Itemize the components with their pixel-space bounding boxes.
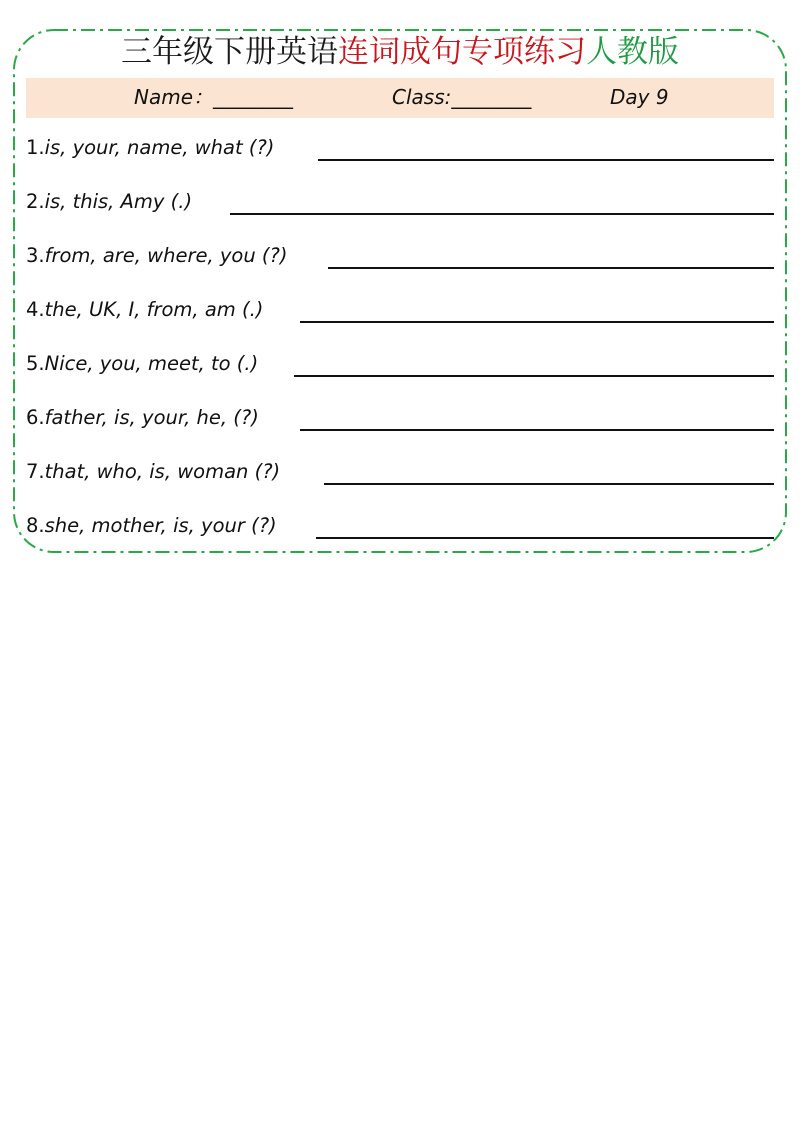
title-topic: 连词成句专项练习 bbox=[338, 34, 586, 70]
answer-line[interactable] bbox=[300, 321, 774, 323]
answer-line[interactable] bbox=[300, 429, 774, 431]
question-words: Nice, you, meet, to (.) bbox=[44, 352, 259, 375]
question-number: 4. bbox=[26, 298, 45, 321]
title-edition: 人教版 bbox=[586, 34, 679, 70]
question-text bbox=[26, 242, 287, 270]
answer-line[interactable] bbox=[324, 483, 774, 485]
question-row bbox=[12, 404, 788, 444]
question-text bbox=[26, 188, 192, 216]
question-words: the, UK, I, from, am (.) bbox=[44, 298, 264, 321]
question-number: 8. bbox=[26, 514, 45, 537]
question-number: 7. bbox=[26, 460, 45, 483]
question-words: father, is, your, he, (?) bbox=[44, 406, 259, 429]
answer-line[interactable] bbox=[316, 537, 774, 539]
class-field-label: Class:________ bbox=[392, 85, 532, 109]
question-row bbox=[12, 350, 788, 390]
worksheet bbox=[12, 28, 788, 554]
question-number: 3. bbox=[26, 244, 45, 267]
question-row bbox=[12, 134, 788, 174]
question-row bbox=[12, 458, 788, 498]
question-text bbox=[26, 458, 280, 486]
question-words: that, who, is, woman (?) bbox=[44, 460, 281, 483]
question-number: 1. bbox=[26, 136, 45, 159]
info-bar bbox=[26, 78, 774, 118]
question-number: 5. bbox=[26, 352, 45, 375]
name-field-label: Name：________ bbox=[134, 85, 294, 109]
answer-line[interactable] bbox=[230, 213, 774, 215]
question-number: 6. bbox=[26, 406, 45, 429]
question-text bbox=[26, 134, 274, 162]
answer-line[interactable] bbox=[294, 375, 774, 377]
question-words: she, mother, is, your (?) bbox=[44, 514, 277, 537]
question-row bbox=[12, 512, 788, 552]
question-text bbox=[26, 296, 263, 324]
question-row bbox=[12, 296, 788, 336]
question-row bbox=[12, 242, 788, 282]
question-words: is, this, Amy (.) bbox=[44, 190, 193, 213]
question-text bbox=[26, 350, 258, 378]
question-text bbox=[26, 404, 259, 432]
answer-line[interactable] bbox=[318, 159, 774, 161]
question-words: is, your, name, what (?) bbox=[44, 136, 275, 159]
question-row bbox=[12, 188, 788, 228]
question-number: 2. bbox=[26, 190, 45, 213]
worksheet-title bbox=[12, 32, 788, 72]
question-words: from, are, where, you (?) bbox=[44, 244, 288, 267]
question-text bbox=[26, 512, 277, 540]
title-grade-subject: 三年级下册英语 bbox=[121, 34, 338, 70]
answer-line[interactable] bbox=[328, 267, 774, 269]
day-label: Day 9 bbox=[610, 85, 669, 109]
